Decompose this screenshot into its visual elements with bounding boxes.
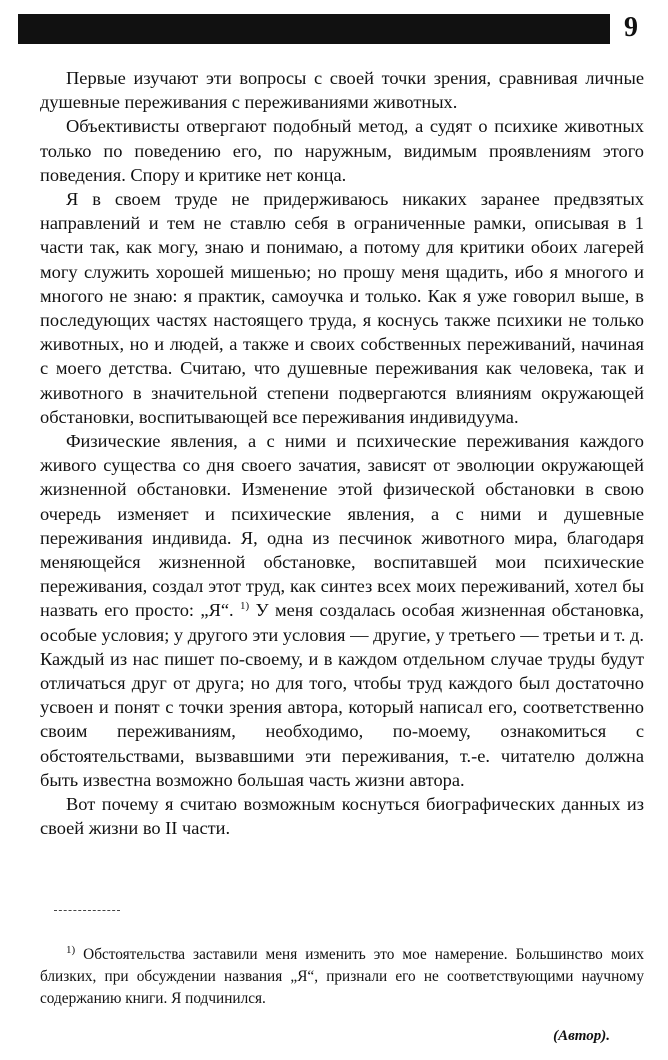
- paragraph: Вот почему я считаю возможным коснуться биографических данных из своей жизни во II части.: [40, 794, 644, 839]
- paragraph-continuation: У меня создалась особая жизненная обстановка, особые условия; у другого эти условия — другие, у третьего — третьи и т. д. Каждый из нас пишет по-своему, и в каждом отдельном случае труды будут отличаться друг от друга; но для того, чтобы труд каждого был достаточно усвоен и понят с точки зрения автора, который написал его, соответственно своим переживаниям, необходимо, по-моему, ознакомиться с обстоятельствами, вызвавшими эти переживания, т.-е. читателю должна быть известна возможно большая часть жизни автора.: [40, 600, 644, 790]
- body-text: [40, 66, 644, 841]
- footnote-marker: 1): [66, 943, 76, 956]
- paragraph: Я в своем труде не придерживаюсь никаких заранее предвзятых направлений и тем не ставлю себя в ограниченные рамки, описывая в 1 части так, как могу, знаю и понимаю, а потому для критики обоих лагерей могу служить хорошей мишенью; но прошу меня щадить, ибо я многого и многого не знаю: я практик, самоучка и только. Как я уже говорил выше, в последующих частях настоящего труда, я коснусь также психики не только животных, но и людей, а также и своих собственных переживаний, начиная с моего детства. Считаю, что душевные переживания как человека, так и животного в значительной степени подвергаются влияниям окружающей обстановки, воспитывающей все переживания индивидуума.: [40, 189, 644, 427]
- footnote-reference: 1): [240, 600, 250, 613]
- footnote-text: Обстоятельства заставили меня изменить это мое намерение. Большинство моих близких, при обсуждении названия „Я“, признали его не соответствующими научному содержанию книги. Я подчинился.: [40, 946, 644, 1007]
- paragraph: Объективисты отвергают подобный метод, а судят о психике животных только по поведению его, по наружным, видимым проявлениям этого поведения. Спору и критике нет конца.: [40, 116, 644, 185]
- footnote-separator: [54, 910, 120, 911]
- paragraph: Первые изучают эти вопросы с своей точки зрения, сравнивая личные душевные переживания с переживаниями животных.: [40, 68, 644, 113]
- paragraph-text: Физические явления, а с ними и психические переживания каждого живого существа со дня своего зачатия, зависят от эволюции окружающей жизненной обстановки. Изменение этой физической обстановки в свою очередь изменяет и психические явления, а с ними и душевные переживания индивида. Я, одна из песчинок животного мира, благодаря меняющейся жизненной обстановке, воспитавшей мои психические переживания, создал этот труд, как синтез всех моих переживаний, хотел бы назвать его просто: „Я“.: [40, 431, 644, 621]
- footnote: [40, 944, 644, 1010]
- author-signature: (Автор).: [553, 1028, 610, 1044]
- page-number: 9: [624, 12, 638, 43]
- paragraph: [40, 429, 644, 792]
- header-bar: [18, 14, 610, 44]
